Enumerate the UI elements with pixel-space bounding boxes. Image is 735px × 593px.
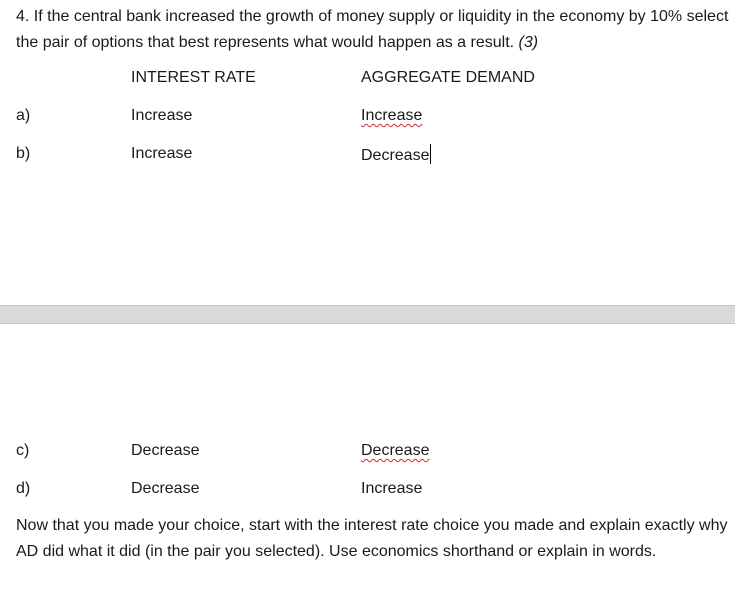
question-marks: (3) [518, 34, 539, 51]
option-b-demand-cell[interactable] [361, 144, 431, 166]
option-d-demand: Increase [361, 480, 423, 497]
document-page-2 [0, 324, 735, 593]
option-a-demand: Increase [361, 107, 423, 124]
option-c-interest: Decrease [131, 442, 200, 459]
option-c-label[interactable]: c) [16, 442, 30, 459]
option-a-interest: Increase [131, 107, 193, 124]
option-c-demand: Decrease [361, 442, 430, 459]
header-interest-rate: INTEREST RATE [131, 69, 256, 86]
option-d-label[interactable]: d) [16, 480, 31, 497]
option-b-interest: Increase [131, 145, 193, 162]
explanation-instructions: Now that you made your choice, start with the interest rate choice you made and explain exactly why AD did what it did (in the pair you selected). Use economics shorthand or explain in words. [16, 517, 728, 560]
question-text [16, 4, 731, 56]
page-break-gap [0, 305, 735, 324]
option-b-label[interactable]: b) [16, 145, 31, 162]
option-a-label[interactable]: a) [16, 107, 31, 124]
option-d-interest: Decrease [131, 480, 200, 497]
option-b-demand: Decrease [361, 147, 430, 164]
text-caret [430, 144, 431, 164]
question-body: 4. If the central bank increased the growth of money supply or liquidity in the economy by 10% select the pair of options that best represents what would happen as a result. [16, 8, 729, 51]
header-aggregate-demand: AGGREGATE DEMAND [361, 69, 535, 86]
